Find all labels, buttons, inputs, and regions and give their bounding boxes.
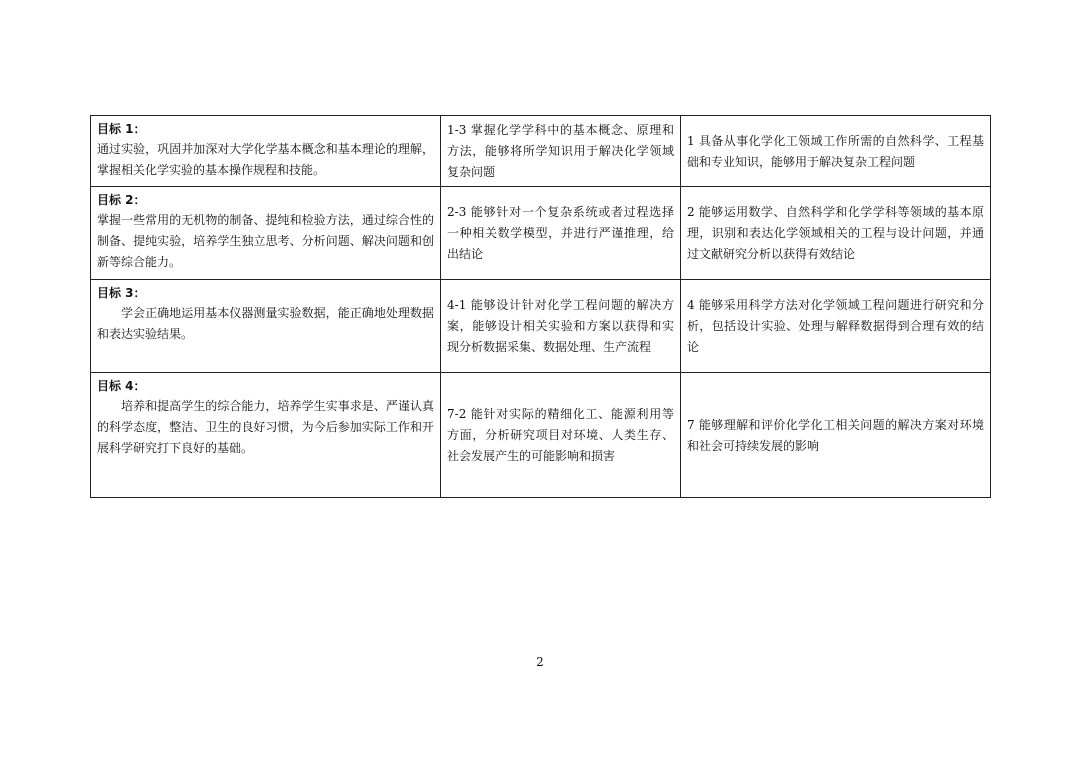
table-row [91,187,991,280]
requirement-cell: 7 能够理解和评价化学化工相关问题的解决方案对环境和社会可持续发展的影响 [681,373,991,498]
objectives-table [90,115,991,498]
indicator-cell: 2-3 能够针对一个复杂系统或者过程选择一种相关数学模型，并进行严谨推理，给出结论 [441,187,681,280]
goal-text: 掌握一些常用的无机物的制备、提纯和检验方法，通过综合性的制备、提纯实验，培养学生独立思考、分析问题、解决问题和创新等综合能力。 [97,213,434,269]
goal-text: 通过实验，巩固并加深对大学化学基本概念和基本理论的理解，掌握相关化学实验的基本操作规程和技能。 [97,142,434,177]
goal-title: 目标 4： [97,379,146,393]
goal-title: 目标 2： [97,193,146,207]
goal-text: 培养和提高学生的综合能力，培养学生实事求是、严谨认真的科学态度，整洁、卫生的良好习惯，为今后参加实际工作和开展科学研究打下良好的基础。 [97,399,434,455]
requirement-cell: 1 具备从事化学化工领域工作所需的自然科学、工程基础和专业知识，能够用于解决复杂工程问题 [681,116,991,187]
indicator-cell: 7-2 能针对实际的精细化工、能源利用等方面，分析研究项目对环境、人类生存、社会发展产生的可能影响和损害 [441,373,681,498]
table-row [91,373,991,498]
goal-cell [91,280,441,373]
requirement-cell: 2 能够运用数学、自然科学和化学学科等领域的基本原理，识别和表达化学领域相关的工程与设计问题，并通过文献研究分析以获得有效结论 [681,187,991,280]
goal-text: 学会正确地运用基本仪器测量实验数据，能正确地处理数据和表达实验结果。 [97,306,434,341]
goal-cell [91,373,441,498]
goal-title: 目标 1： [97,122,146,136]
page-number: 2 [536,655,544,669]
table-row [91,280,991,373]
requirement-cell: 4 能够采用科学方法对化学领域工程问题进行研究和分析，包括设计实验、处理与解释数据得到合理有效的结论 [681,280,991,373]
goal-title: 目标 3： [97,286,146,300]
goal-cell [91,116,441,187]
goal-cell [91,187,441,280]
table-row [91,116,991,187]
indicator-cell: 1-3 掌握化学学科中的基本概念、原理和方法，能够将所学知识用于解决化学领域复杂问题 [441,116,681,187]
indicator-cell: 4-1 能够设计针对化学工程问题的解决方案，能够设计相关实验和方案以获得和实现分析数据采集、数据处理、生产流程 [441,280,681,373]
